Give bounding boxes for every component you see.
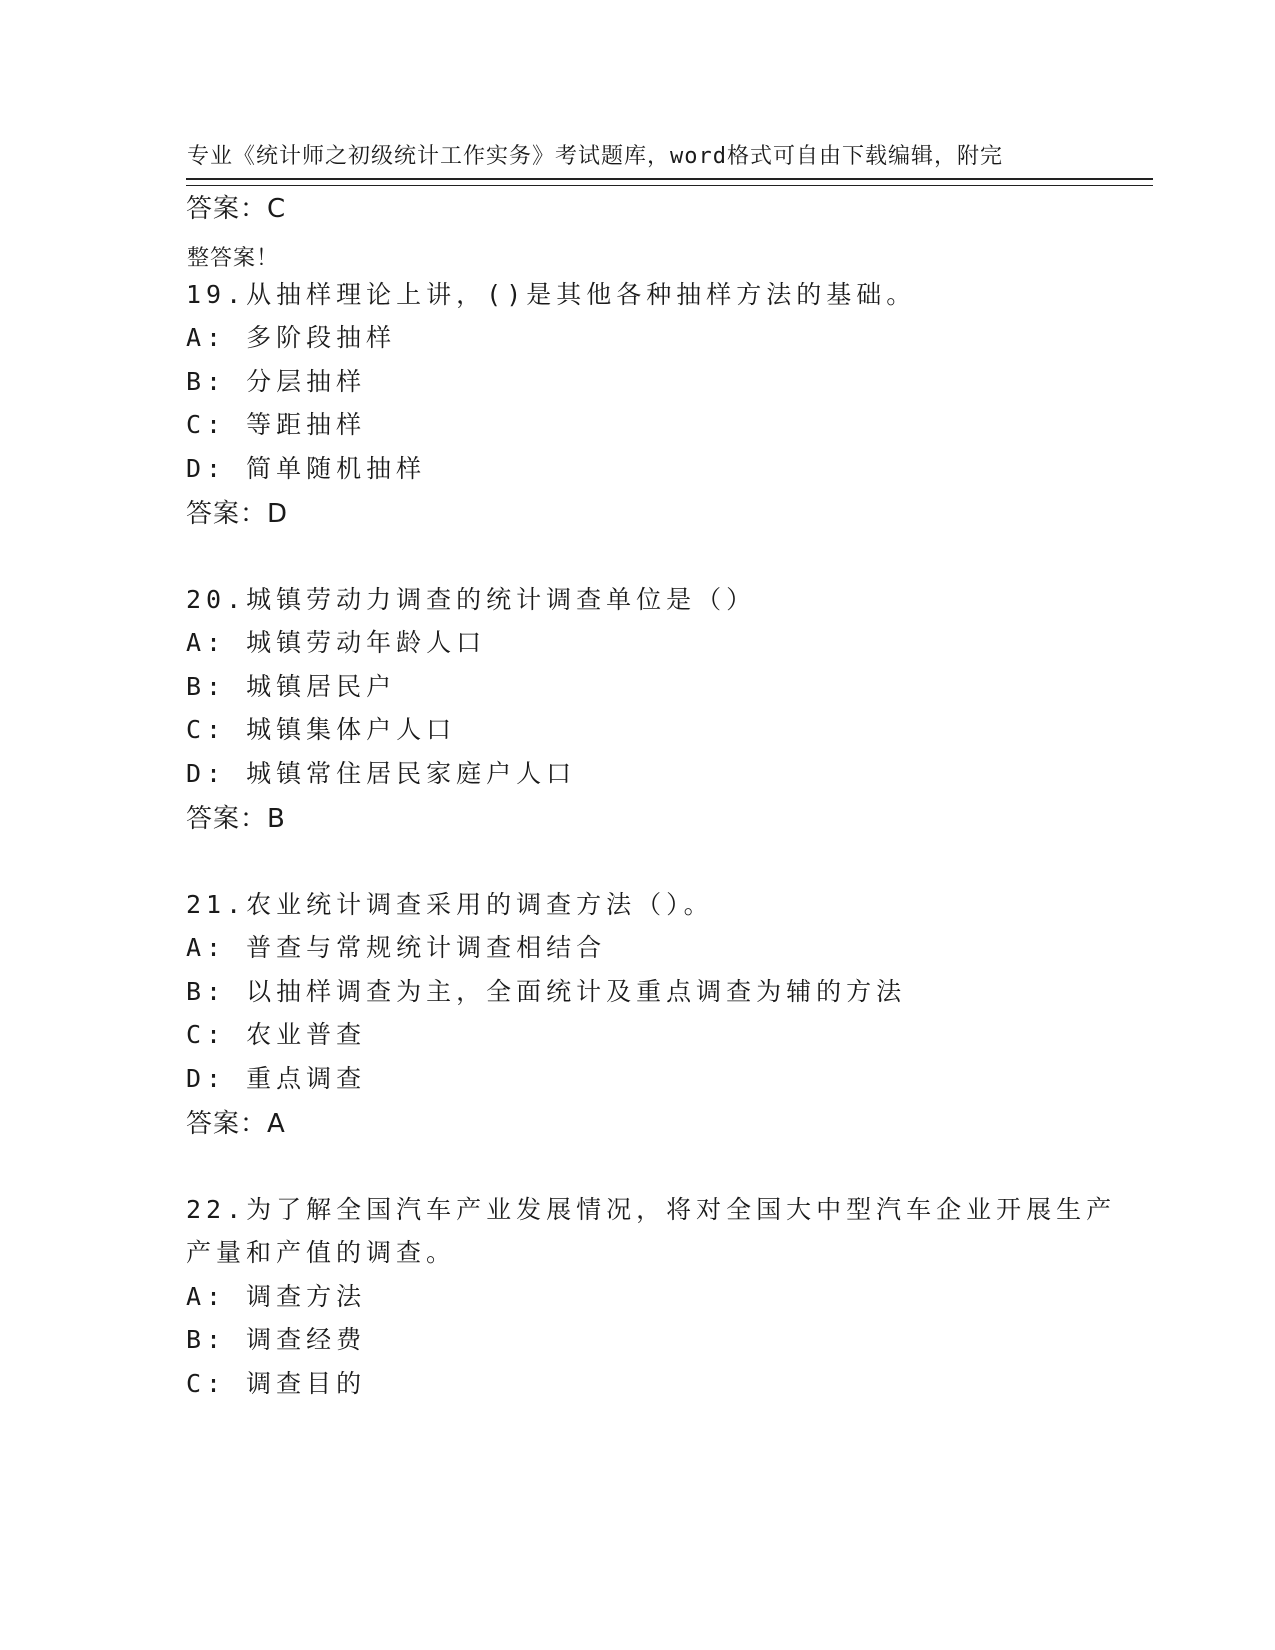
question-21-answer: 答案：A [186,1109,286,1139]
question-19-option-a: A: 多阶段抽样 [186,323,397,352]
header-line-1: 专业《统计师之初级统计工作实务》考试题库，word格式可自由下载编辑，附完 [187,144,1003,169]
question-20-option-b: B: 城镇居民户 [186,672,397,701]
question-21-option-b: B: 以抽样调查为主，全面统计及重点调查为辅的方法 [186,977,907,1006]
question-21-option-c: C: 农业普查 [186,1020,367,1049]
question-22-option-a: A: 调查方法 [186,1282,367,1311]
question-22-stem-line-2: 产量和产值的调查。 [186,1238,457,1267]
header-line-2: 整答案！ [187,246,280,271]
question-21-stem: 21.农业统计调查采用的调查方法（）。 [186,890,714,919]
question-21-option-a: A: 普查与常规统计调查相结合 [186,933,607,962]
question-21-option-d: D: 重点调查 [186,1064,367,1093]
answer-prev: 答案：C [186,194,287,224]
question-19-option-b: B: 分层抽样 [186,367,367,396]
question-19-option-d: D: 简单随机抽样 [186,454,427,483]
question-22-stem-line-1: 22.为了解全国汽车产业发展情况，将对全国大中型汽车企业开展生产 [186,1195,1117,1224]
question-20-option-c: C: 城镇集体户人口 [186,715,457,744]
question-20-option-d: D: 城镇常住居民家庭户人口 [186,759,577,788]
question-20-option-a: A: 城镇劳动年龄人口 [186,628,487,657]
question-19-answer: 答案：D [186,499,289,529]
question-19-option-c: C: 等距抽样 [186,410,367,439]
question-19-stem: 19.从抽样理论上讲，()是其他各种抽样方法的基础。 [186,280,917,309]
question-20-stem: 20.城镇劳动力调查的统计调查单位是（） [186,585,757,614]
question-20-answer: 答案：B [186,804,286,834]
header-divider [186,178,1153,186]
question-22-option-c: C: 调查目的 [186,1369,367,1398]
question-22-option-b: B: 调查经费 [186,1325,367,1354]
